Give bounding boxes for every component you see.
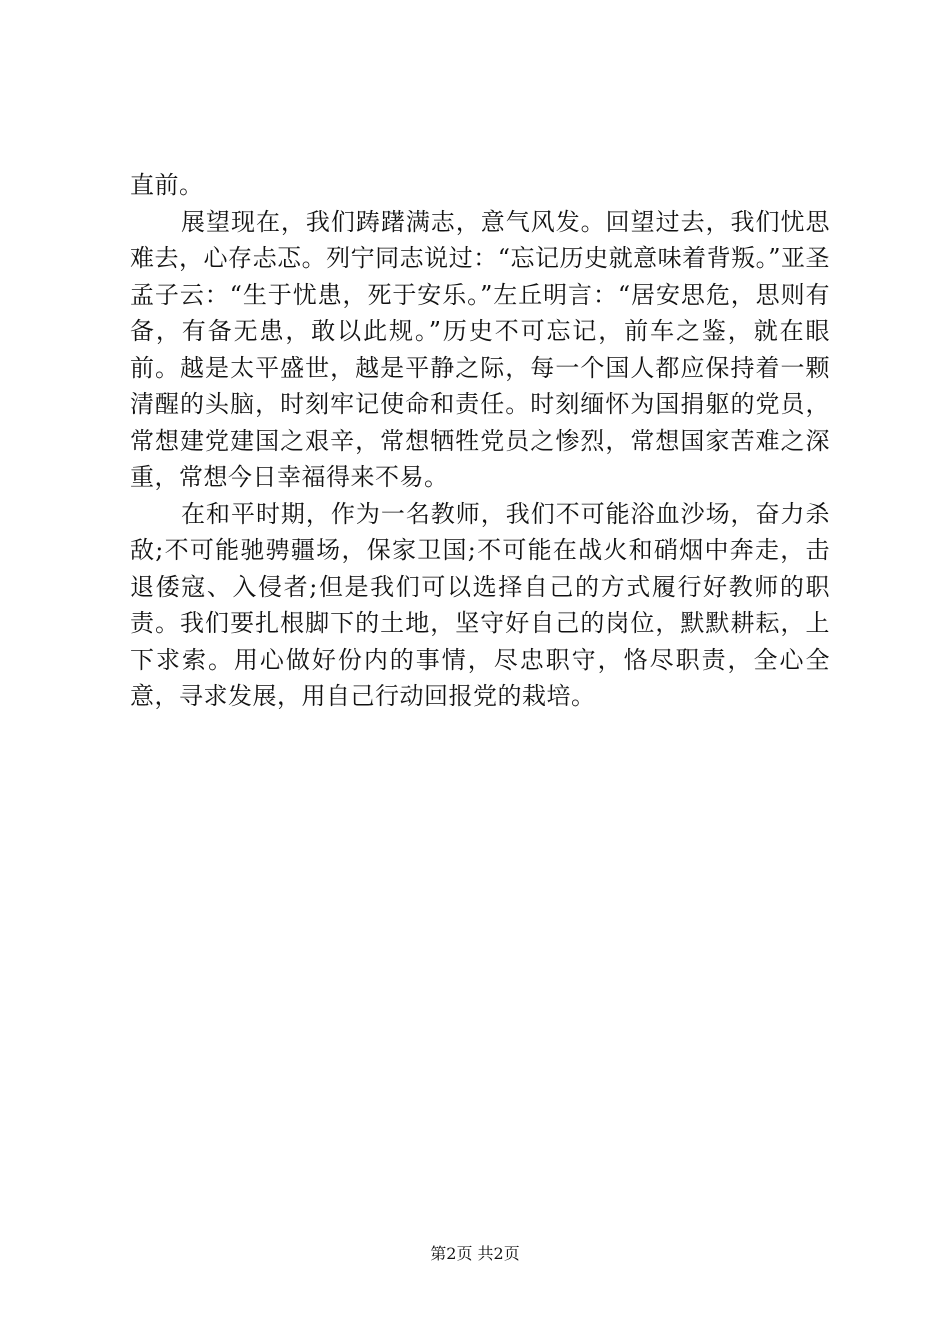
- paragraph-continuation: 直前。: [130, 171, 204, 199]
- page-number-footer: 第2页 共2页: [430, 1244, 520, 1263]
- document-body: [130, 167, 830, 715]
- paragraph-outlook: 展望现在，我们踌躇满志，意气风发。回望过去，我们忧思难去，心存忐忑。列宁同志说过：“忘记历史就意味着背叛。”亚圣孟子云：“生于忧患，死于安乐。”左丘明言：“居安思危，思则有备，有备无患，敢以此规。”历史不可忘记，前车之鉴，就在眼前。越是太平盛世，越是平静之际，每一个国人都应保持着一颗清醒的头脑，时刻牢记使命和责任。时刻缅怀为国捐躯的党员，常想建党建国之艰辛，常想牺牲党员之惨烈，常想国家苦难之深重，常想今日幸福得来不易。: [130, 207, 830, 491]
- paragraph-teacher-duty: 在和平时期，作为一名教师，我们不可能浴血沙场，奋力杀敌;不可能驰骋疆场，保家卫国;不可能在战火和硝烟中奔走，击退倭寇、入侵者;但是我们可以选择自己的方式履行好教师的职责。我们要扎根脚下的土地，坚守好自己的岗位，默默耕耘，上下求索。用心做好份内的事情，尽忠职守，恪尽职责，全心全意，寻求发展，用自己行动回报党的栽培。: [130, 499, 830, 710]
